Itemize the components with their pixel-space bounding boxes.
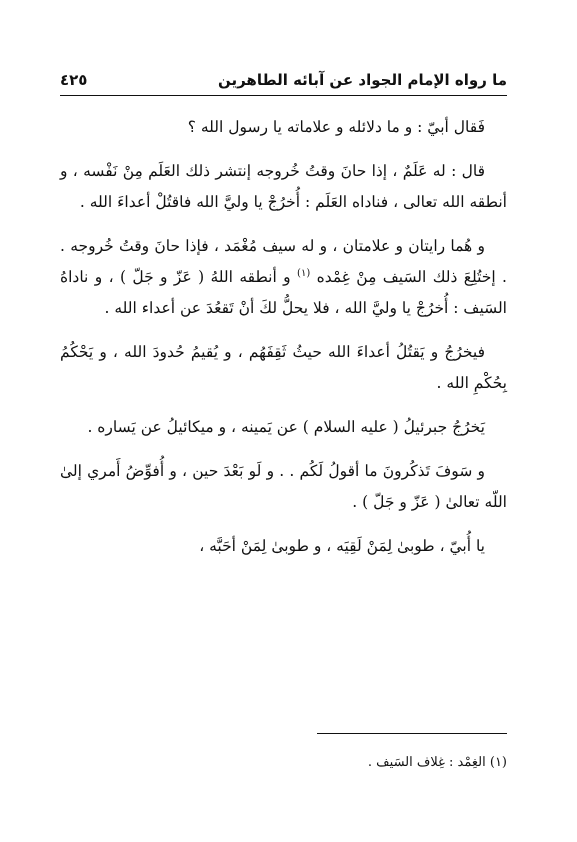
paragraph-remember: و سَوفَ تَذكُرونَ ما أقولُ لَكُم . . و لَو بَعْدَ حين ، و أُفوِّضُ أَمري إلىٰ اللّه تعالىٰ ( عَزّ و جَلّ ) . [60, 462, 507, 511]
body-text [60, 112, 507, 575]
header-rule [60, 95, 507, 96]
paragraph-sword [60, 231, 507, 324]
paragraph-banner: قال : له عَلَمٌ ، إذا حانَ وقتُ خُروجه إنتشر ذلك العَلَم مِنْ نَفْسه ، و أنطقه الله تعالى ، فناداه العَلَم : أُخرُجْ يا وليَّ الله فاقتُلْ أعداءَ الله . [60, 162, 507, 211]
paragraph-judgment: فيخرُجُ و يَقتُلُ أعداءَ الله حيثُ ثَقِفَهُم ، و يُقيمُ حُدودَ الله ، و يَحْكُمُ بِحُكْمِ الله . [60, 343, 507, 392]
running-title: ما رواه الإمام الجواد عن آبائه الطاهرين [217, 71, 507, 89]
paragraph-question: فَقال أبيّ : و ما دلائله و علاماته يا رسول الله ؟ [187, 118, 485, 136]
footnote-rule [317, 733, 507, 734]
paragraph-blessed: يا أُبيّ ، طوبىٰ لِمَنْ لَقِيَه ، و طوبىٰ لِمَنْ أحَبَّه ، [199, 537, 485, 555]
footnote-mark: (١) [297, 267, 311, 279]
paragraph-angels: يَخرُجُ جبرئيلُ ( عليه السلام ) عن يَمينه ، و ميكائيلُ عن يَساره . [87, 418, 485, 436]
footnote: (١) الغِمْد : غِلاف السَيف . [367, 755, 507, 770]
paragraph-sword-text: و هُما رايتان و علامتان ، و له سيف مُغْمَد ، فإذا حانَ وقتُ خُروجه . . إختُلِعَ ذلك السَيف مِنْ غِمْده [60, 237, 507, 286]
paragraph-sword-continuation: و أنطقه اللهُ ( عَزّ و جَلّ ) ، و ناداهُ السَيف : أُخرُجْ يا وليَّ الله ، فلا يحلُّ لكَ أنْ تَقعُدَ عن أعداء الله . [60, 268, 507, 317]
running-header [60, 66, 507, 94]
page-number: ٤٢٥ [60, 71, 88, 89]
